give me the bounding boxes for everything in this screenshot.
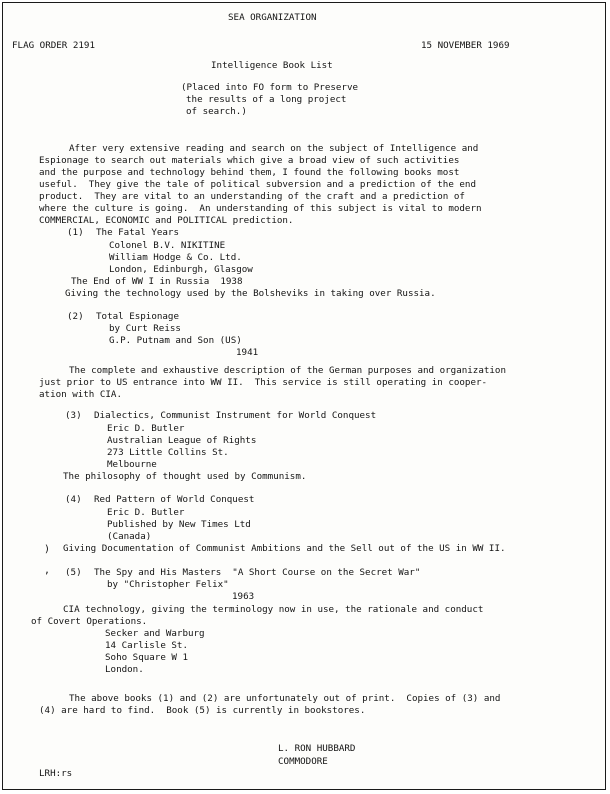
intro-line-3: and the purpose and technology behind them, I found the following books most — [39, 167, 460, 178]
book-3-street: 273 Little Collins St. — [107, 447, 229, 458]
subtitle-line-2: the results of a long project — [186, 94, 347, 105]
book-4-number: (4) — [65, 494, 82, 505]
subtitle-line-3: of search.) — [186, 106, 247, 117]
book-2-desc-3: ation with CIA. — [39, 389, 122, 400]
intro-line-2: Espionage to search out materials which give a broad view of such activities — [39, 155, 460, 166]
document-page — [2, 2, 606, 790]
intro-line-1: After very extensive reading and search on the subject of Intelligence and — [69, 143, 479, 154]
signature-rank: COMMODORE — [278, 756, 328, 767]
book-3-publisher: Australian League of Rights — [107, 435, 257, 446]
book-5-street: 14 Carlisle St. — [105, 640, 188, 651]
book-3-number: (3) — [65, 410, 82, 421]
org-header: SEA ORGANIZATION — [228, 12, 317, 23]
book-2-desc-1: The complete and exhaustive description of the German purposes and organization — [69, 365, 506, 376]
book-5-desc-1: CIA technology, giving the terminology now in use, the rationale and conduct — [63, 604, 484, 615]
book-1-city: London, Edinburgh, Glasgow — [109, 264, 253, 275]
book-1-number: (1) — [67, 227, 84, 238]
book-3-author: Eric D. Butler — [107, 423, 185, 434]
book-4-desc: Giving Documentation of Communist Ambitions and the Sell out of the US in WW II. — [63, 543, 506, 554]
book-5-desc-2: of Covert Operations. — [31, 616, 148, 627]
order-number: FLAG ORDER 2191 — [12, 40, 95, 51]
intro-line-4: useful. They give the tale of political subversion and a prediction of the end — [39, 179, 476, 190]
closing-line-1: The above books (1) and (2) are unfortunately out of print. Copies of (3) and — [69, 693, 501, 704]
book-3-desc: The philosophy of thought used by Communism. — [63, 471, 307, 482]
book-2-number: (2) — [67, 311, 84, 322]
book-5-city: London. — [105, 664, 144, 675]
subtitle-line-1: (Placed into FO form to Preserve — [181, 82, 359, 93]
intro-line-6: where the culture is going. An understanding of this subject is vital to modern — [39, 203, 482, 214]
document-title: Intelligence Book List — [211, 60, 333, 71]
initials: LRH:rs — [39, 768, 73, 779]
book-2-author: by Curt Reiss — [109, 323, 181, 334]
book-5-area: Soho Square W 1 — [105, 652, 188, 663]
book-1-title: The Fatal Years — [96, 227, 179, 238]
book-2-title: Total Espionage — [96, 311, 179, 322]
margin-mark: , — [44, 565, 51, 576]
intro-line-7: COMMERCIAL, ECONOMIC and POLITICAL prediction. — [39, 215, 294, 226]
intro-line-5: product. They are vital to an understanding of the craft and a prediction of — [39, 191, 465, 202]
book-1-extra: The End of WW I in Russia 1938 — [71, 276, 243, 287]
signature-name: L. RON HUBBARD — [278, 743, 356, 754]
book-5-title: The Spy and His Masters "A Short Course on the Secret War" — [94, 567, 421, 578]
book-2-publisher: G.P. Putnam and Son (US) — [109, 335, 242, 346]
book-2-year: 1941 — [236, 347, 259, 358]
book-5-author: by "Christopher Felix" — [107, 579, 229, 590]
order-date: 15 NOVEMBER 1969 — [421, 40, 510, 51]
book-1-author: Colonel B.V. NIKITINE — [109, 240, 226, 251]
book-4-country: (Canada) — [107, 531, 152, 542]
book-4-publisher: Published by New Times Ltd — [107, 519, 251, 530]
book-4-author: Eric D. Butler — [107, 507, 185, 518]
book-5-number: (5) — [65, 567, 82, 578]
book-2-desc-2: just prior to US entrance into WW II. This service is still operating in cooper- — [39, 377, 488, 388]
book-4-title: Red Pattern of World Conquest — [94, 494, 255, 505]
book-1-desc: Giving the technology used by the Bolsheviks in taking over Russia. — [65, 288, 436, 299]
book-3-title: Dialectics, Communist Instrument for World Conquest — [94, 410, 377, 421]
closing-line-2: (4) are hard to find. Book (5) is currently in bookstores. — [39, 705, 366, 716]
margin-mark: ) — [44, 544, 51, 555]
book-5-year: 1963 — [232, 591, 255, 602]
book-1-publisher: William Hodge & Co. Ltd. — [109, 252, 242, 263]
book-5-publisher: Secker and Warburg — [105, 628, 205, 639]
book-3-city: Melbourne — [107, 459, 157, 470]
